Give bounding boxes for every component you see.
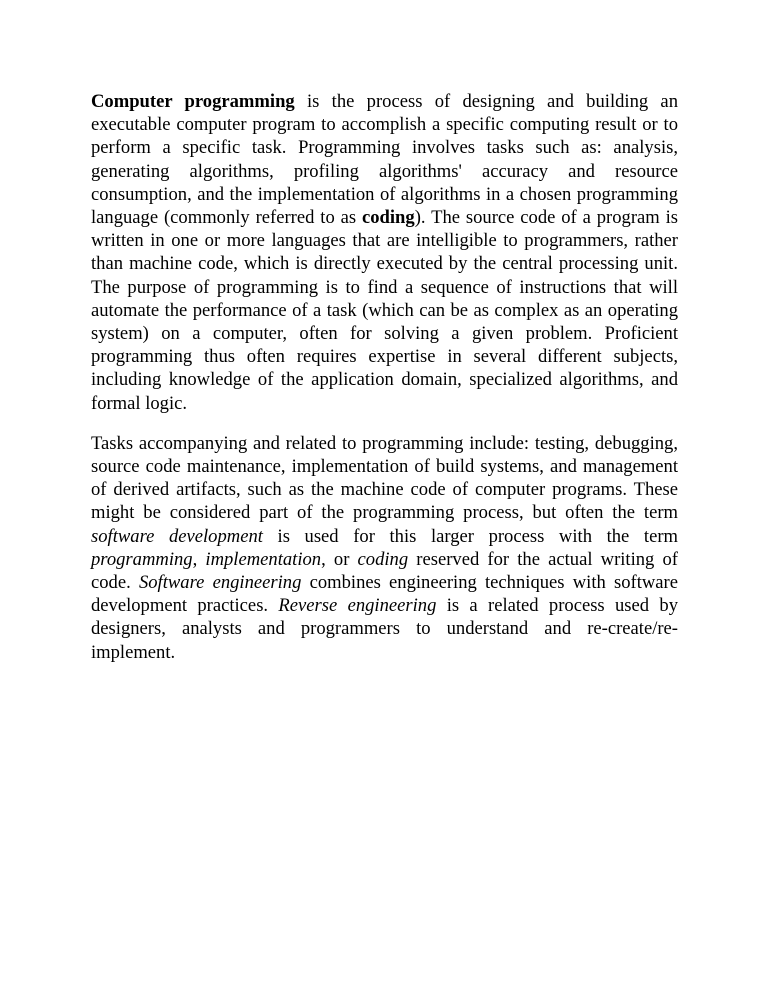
paragraph2-text-e: is a related process used by designers, analysts and programmers to understand and re-create/re-implement. bbox=[91, 595, 678, 663]
document-page bbox=[91, 90, 678, 681]
paragraph1-text-a: is the process of designing and building an executable computer program to accomplish a specific computing result or to perform a specific task. Programming involves tasks such as: analysis, generating algorithms, profiling algorithms' accuracy and resource consumption, and the implementation of algorithms in a chosen programming language (commonly referred to as bbox=[91, 91, 678, 229]
term-reverse-engineering: Reverse engineering bbox=[278, 595, 437, 617]
term-programming: programming bbox=[91, 548, 193, 570]
paragraph2-text-c: reserved for the actual writing of code. bbox=[91, 548, 678, 594]
paragraph2-text-d: combines engineering techniques with software development practices. bbox=[91, 572, 678, 617]
term-coding: coding bbox=[362, 207, 415, 229]
paragraph2-sep2: , or bbox=[321, 548, 358, 570]
term-computer-programming: Computer programming bbox=[91, 91, 295, 112]
paragraph2-sep1: , bbox=[192, 548, 206, 570]
paragraph1-text-b: ). The source code of a program is written in one or more languages that are intelligible to programmers, rather than machine code, which is directly executed by the central processing unit. The purpose of programming is to find a sequence of instructions that will automate the performance of a task (which can be as complex as an operating system) on a computer, often for solving a given problem. Proficient programming thus often requires expertise in several different subjects, including knowledge of the application domain, specialized algorithms, and formal logic. bbox=[91, 207, 678, 414]
term-software-development: software development bbox=[91, 525, 263, 547]
paragraph2-text-a: Tasks accompanying and related to programming include: testing, debugging, source code maintenance, implementation of build systems, and management of derived artifacts, such as the machine code of computer programs. These might be considered part of the programming process, but often the term bbox=[91, 432, 678, 524]
term-coding-italic: coding bbox=[357, 548, 409, 570]
term-implementation: implementation bbox=[205, 548, 322, 570]
paragraph2-text-b: is used for this larger process with the term bbox=[262, 525, 678, 547]
paragraph-related-tasks bbox=[91, 432, 678, 664]
paragraph-programming-definition bbox=[91, 90, 678, 415]
term-software-engineering: Software engineering bbox=[138, 572, 302, 594]
